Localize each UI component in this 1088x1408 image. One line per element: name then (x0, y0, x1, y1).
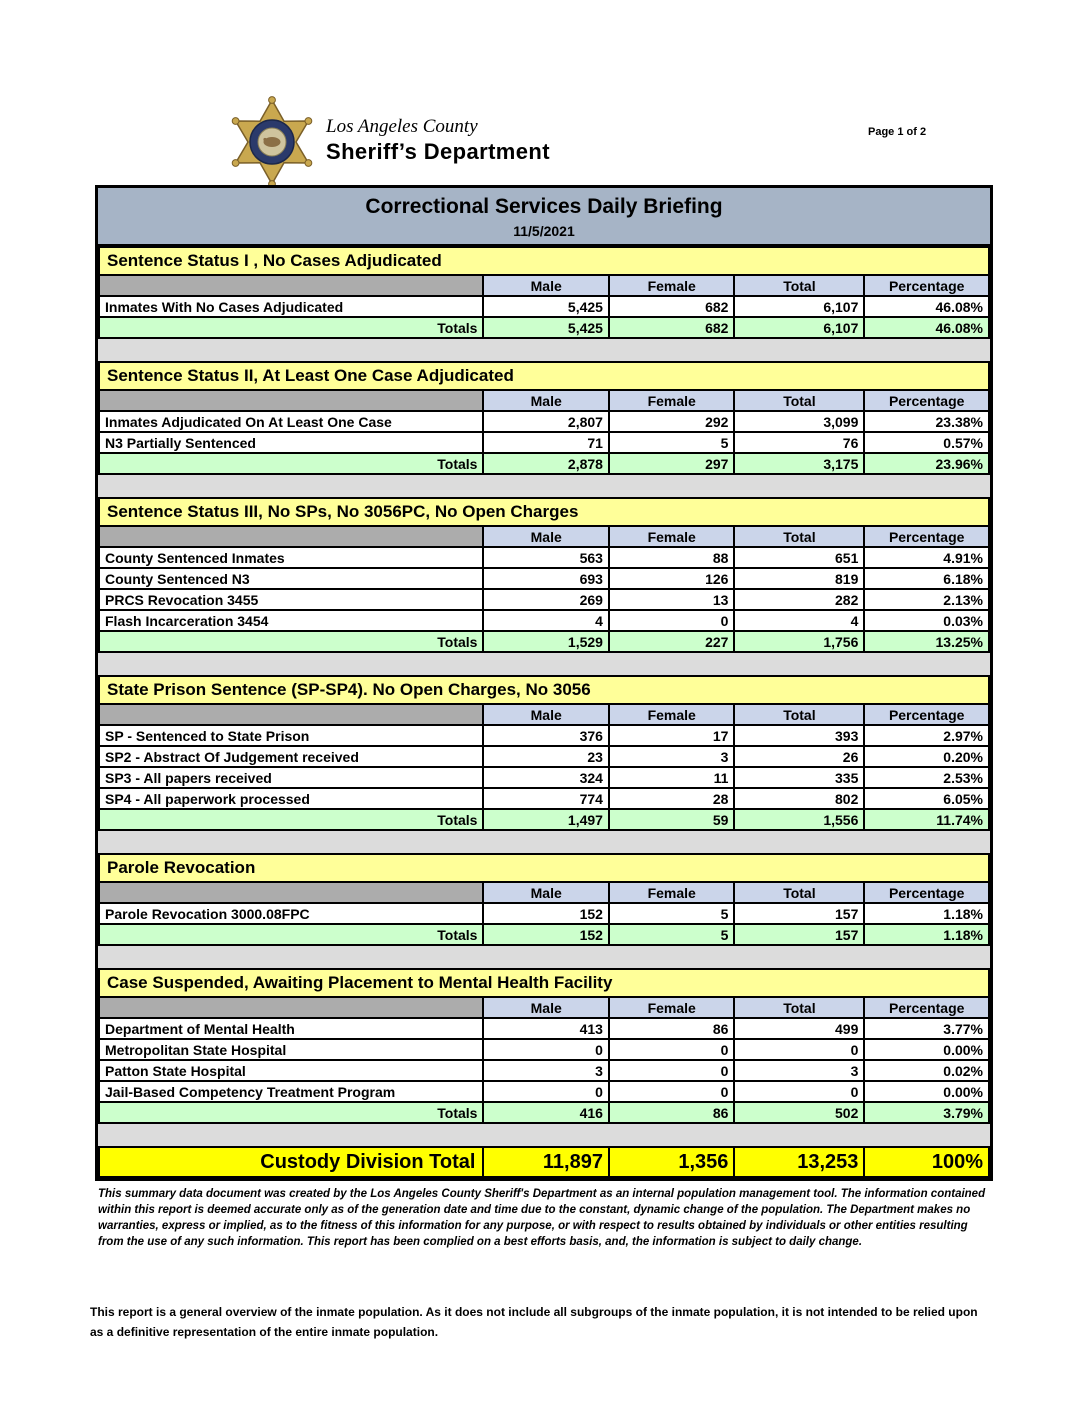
report-title: Correctional Services Daily Briefing (365, 195, 723, 218)
table-row (99, 568, 989, 589)
total-value: 76 (734, 432, 864, 453)
total-total: 3,175 (734, 453, 864, 474)
section-mental-health-placement (98, 968, 990, 1124)
corner-cell (99, 526, 483, 547)
grand-total-percentage: 100% (864, 1147, 989, 1177)
col-header-female: Female (609, 882, 734, 903)
report-title-bar (98, 188, 990, 246)
total-total: 157 (734, 924, 864, 945)
total-value: 282 (734, 589, 864, 610)
report-date: 11/5/2021 (513, 223, 575, 239)
female-value: 0 (609, 1081, 734, 1102)
female-value: 3 (609, 746, 734, 767)
totals-row (99, 924, 989, 945)
grand-total-female: 1,356 (609, 1147, 734, 1177)
female-value: 0 (609, 610, 734, 631)
row-label: Jail-Based Competency Treatment Program (99, 1081, 483, 1102)
column-header-row (99, 704, 989, 725)
section-heading-row (99, 854, 989, 882)
section-parole-revocation (98, 853, 990, 946)
row-label: Flash Incarceration 3454 (99, 610, 483, 631)
female-value: 28 (609, 788, 734, 809)
male-value: 693 (483, 568, 608, 589)
female-total: 59 (609, 809, 734, 830)
male-total: 2,878 (483, 453, 608, 474)
section-gap (98, 475, 990, 497)
female-value: 13 (609, 589, 734, 610)
footer-note-text: This report is a general overview of the inmate population. As it does not include all subgroups of the inmate population, it is not intended to be relied upon as a definitive representation of the entire inmate population. (90, 1305, 978, 1339)
total-total: 1,756 (734, 631, 864, 652)
male-value: 774 (483, 788, 608, 809)
total-value: 157 (734, 903, 864, 924)
section-gap (98, 831, 990, 853)
table-row (99, 725, 989, 746)
female-value: 88 (609, 547, 734, 568)
total-value: 802 (734, 788, 864, 809)
male-value: 413 (483, 1018, 608, 1039)
grand-total-row (99, 1147, 989, 1177)
section-heading-row (99, 498, 989, 526)
column-header-row (99, 997, 989, 1018)
female-value: 11 (609, 767, 734, 788)
table-row (99, 788, 989, 809)
total-value: 0 (734, 1081, 864, 1102)
row-label: Metropolitan State Hospital (99, 1039, 483, 1060)
male-value: 269 (483, 589, 608, 610)
percentage-value: 0.57% (864, 432, 989, 453)
percentage-total: 11.74% (864, 809, 989, 830)
female-value: 292 (609, 411, 734, 432)
corner-cell (99, 275, 483, 296)
section-heading: Parole Revocation (99, 854, 989, 882)
female-value: 5 (609, 903, 734, 924)
percentage-value: 2.97% (864, 725, 989, 746)
male-total: 416 (483, 1102, 608, 1123)
male-value: 0 (483, 1081, 608, 1102)
disclaimer-text: This summary data document was created by the Los Angeles County Sheriff's Department as an internal population management tool. The information contained within this report is deemed accurate only as of the generation date and time due to the constant, dynamic change of the population. The Department makes no warranties, express or implied, as to the fitness of this information for any purpose, or with respect to results obtained by individuals or other entities resulting from the use of any such information. This report has been complied on a best efforts basis, and, the information is subject to daily change. (98, 1188, 986, 1249)
percentage-value: 0.03% (864, 610, 989, 631)
section-heading-row (99, 362, 989, 390)
male-value: 0 (483, 1039, 608, 1060)
col-header-total: Total (734, 390, 864, 411)
table-row (99, 767, 989, 788)
col-header-total: Total (734, 526, 864, 547)
percentage-value: 0.00% (864, 1081, 989, 1102)
female-total: 682 (609, 317, 734, 338)
section-heading: Case Suspended, Awaiting Placement to Mental Health Facility (99, 969, 989, 997)
col-header-male: Male (483, 997, 608, 1018)
total-total: 6,107 (734, 317, 864, 338)
section-heading-row (99, 247, 989, 275)
section-heading: State Prison Sentence (SP-SP4). No Open Charges, No 3056 (99, 676, 989, 704)
percentage-value: 0.02% (864, 1060, 989, 1081)
male-value: 152 (483, 903, 608, 924)
col-header-female: Female (609, 526, 734, 547)
col-header-male: Male (483, 526, 608, 547)
male-value: 4 (483, 610, 608, 631)
custody-division-total-table (98, 1146, 990, 1178)
row-label: SP3 - All papers received (99, 767, 483, 788)
row-label: SP - Sentenced to State Prison (99, 725, 483, 746)
total-total: 502 (734, 1102, 864, 1123)
col-header-male: Male (483, 704, 608, 725)
col-header-percentage: Percentage (864, 390, 989, 411)
daily-briefing-report (95, 185, 993, 1181)
col-header-percentage: Percentage (864, 275, 989, 296)
table-row (99, 1039, 989, 1060)
total-value: 3,099 (734, 411, 864, 432)
row-label: Parole Revocation 3000.08FPC (99, 903, 483, 924)
totals-row (99, 453, 989, 474)
female-total: 297 (609, 453, 734, 474)
col-header-total: Total (734, 704, 864, 725)
col-header-percentage: Percentage (864, 704, 989, 725)
row-label: County Sentenced N3 (99, 568, 483, 589)
section-sentence-status-3 (98, 497, 990, 653)
row-label: Inmates With No Cases Adjudicated (99, 296, 483, 317)
total-value: 499 (734, 1018, 864, 1039)
total-value: 4 (734, 610, 864, 631)
table-row (99, 432, 989, 453)
section-heading: Sentence Status III, No SPs, No 3056PC, No Open Charges (99, 498, 989, 526)
column-header-row (99, 882, 989, 903)
table-row (99, 610, 989, 631)
male-total: 152 (483, 924, 608, 945)
totals-row (99, 631, 989, 652)
totals-label: Totals (99, 924, 483, 945)
table-row (99, 1060, 989, 1081)
table-row (99, 296, 989, 317)
col-header-female: Female (609, 275, 734, 296)
male-value: 2,807 (483, 411, 608, 432)
male-total: 1,497 (483, 809, 608, 830)
male-value: 71 (483, 432, 608, 453)
percentage-value: 6.05% (864, 788, 989, 809)
section-gap (98, 653, 990, 675)
total-value: 393 (734, 725, 864, 746)
male-value: 5,425 (483, 296, 608, 317)
section-gap (98, 946, 990, 968)
col-header-male: Male (483, 275, 608, 296)
percentage-total: 13.25% (864, 631, 989, 652)
org-name-line1: Los Angeles County (326, 116, 478, 137)
percentage-value: 46.08% (864, 296, 989, 317)
page-number-label: Page 1 of 2 (868, 126, 927, 138)
row-label: County Sentenced Inmates (99, 547, 483, 568)
corner-cell (99, 997, 483, 1018)
percentage-value: 0.00% (864, 1039, 989, 1060)
totals-label: Totals (99, 1102, 483, 1123)
section-heading: Sentence Status II, At Least One Case Adjudicated (99, 362, 989, 390)
row-label: Patton State Hospital (99, 1060, 483, 1081)
female-value: 0 (609, 1039, 734, 1060)
totals-row (99, 317, 989, 338)
corner-cell (99, 882, 483, 903)
percentage-total: 46.08% (864, 317, 989, 338)
table-row (99, 903, 989, 924)
col-header-female: Female (609, 704, 734, 725)
col-header-total: Total (734, 275, 864, 296)
row-label: N3 Partially Sentenced (99, 432, 483, 453)
section-gap (98, 1124, 990, 1146)
column-header-row (99, 526, 989, 547)
totals-label: Totals (99, 631, 483, 652)
table-row (99, 411, 989, 432)
grand-total-total: 13,253 (734, 1147, 864, 1177)
col-header-male: Male (483, 882, 608, 903)
percentage-total: 1.18% (864, 924, 989, 945)
total-value: 0 (734, 1039, 864, 1060)
section-heading-row (99, 969, 989, 997)
totals-row (99, 1102, 989, 1123)
table-row (99, 547, 989, 568)
female-value: 17 (609, 725, 734, 746)
row-label: PRCS Revocation 3455 (99, 589, 483, 610)
percentage-total: 3.79% (864, 1102, 989, 1123)
male-value: 23 (483, 746, 608, 767)
male-value: 376 (483, 725, 608, 746)
percentage-value: 4.91% (864, 547, 989, 568)
female-value: 682 (609, 296, 734, 317)
section-sentence-status-1 (98, 246, 990, 339)
table-row (99, 1081, 989, 1102)
row-label: Department of Mental Health (99, 1018, 483, 1039)
male-value: 563 (483, 547, 608, 568)
total-value: 651 (734, 547, 864, 568)
corner-cell (99, 390, 483, 411)
col-header-total: Total (734, 882, 864, 903)
female-value: 5 (609, 432, 734, 453)
female-value: 126 (609, 568, 734, 589)
column-header-row (99, 275, 989, 296)
percentage-value: 2.53% (864, 767, 989, 788)
male-total: 5,425 (483, 317, 608, 338)
table-row (99, 589, 989, 610)
col-header-total: Total (734, 997, 864, 1018)
total-value: 26 (734, 746, 864, 767)
totals-row (99, 809, 989, 830)
totals-label: Totals (99, 809, 483, 830)
percentage-value: 3.77% (864, 1018, 989, 1039)
section-state-prison-sentence (98, 675, 990, 831)
totals-label: Totals (99, 317, 483, 338)
male-value: 3 (483, 1060, 608, 1081)
total-value: 819 (734, 568, 864, 589)
total-value: 335 (734, 767, 864, 788)
corner-cell (99, 704, 483, 725)
col-header-percentage: Percentage (864, 882, 989, 903)
grand-total-male: 11,897 (483, 1147, 608, 1177)
total-value: 6,107 (734, 296, 864, 317)
column-header-row (99, 390, 989, 411)
section-heading: Sentence Status I , No Cases Adjudicated (99, 247, 989, 275)
row-label: Inmates Adjudicated On At Least One Case (99, 411, 483, 432)
row-label: SP2 - Abstract Of Judgement received (99, 746, 483, 767)
section-heading-row (99, 676, 989, 704)
col-header-percentage: Percentage (864, 526, 989, 547)
total-value: 3 (734, 1060, 864, 1081)
percentage-value: 6.18% (864, 568, 989, 589)
col-header-female: Female (609, 997, 734, 1018)
percentage-total: 23.96% (864, 453, 989, 474)
male-total: 1,529 (483, 631, 608, 652)
org-name-line2: Sheriff’s Department (326, 139, 550, 164)
percentage-value: 0.20% (864, 746, 989, 767)
col-header-percentage: Percentage (864, 997, 989, 1018)
female-value: 0 (609, 1060, 734, 1081)
female-total: 227 (609, 631, 734, 652)
table-row (99, 746, 989, 767)
female-total: 86 (609, 1102, 734, 1123)
percentage-value: 2.13% (864, 589, 989, 610)
total-total: 1,556 (734, 809, 864, 830)
col-header-male: Male (483, 390, 608, 411)
female-value: 86 (609, 1018, 734, 1039)
table-row (99, 1018, 989, 1039)
totals-label: Totals (99, 453, 483, 474)
male-value: 324 (483, 767, 608, 788)
row-label: SP4 - All paperwork processed (99, 788, 483, 809)
female-total: 5 (609, 924, 734, 945)
col-header-female: Female (609, 390, 734, 411)
section-sentence-status-2 (98, 361, 990, 475)
grand-total-label: Custody Division Total (99, 1147, 483, 1177)
section-gap (98, 339, 990, 361)
percentage-value: 1.18% (864, 903, 989, 924)
percentage-value: 23.38% (864, 411, 989, 432)
